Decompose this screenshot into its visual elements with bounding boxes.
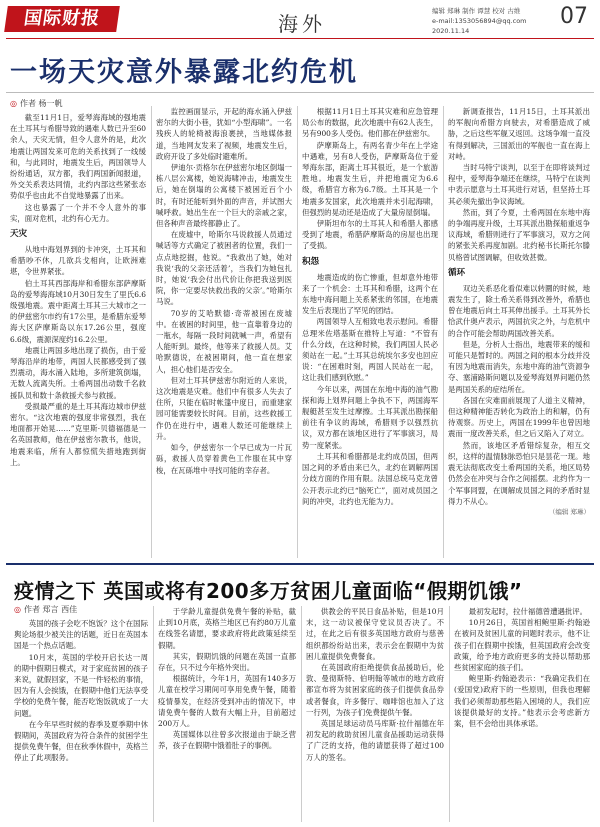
- story-separator: [6, 563, 594, 565]
- paragraph: 双边关系恶化看似难以转圜的时候，地震发生了，除土希关系得到改善外，希腊也曾在地震后向土耳其伸出援手。土耳其外长恰武什奥卢表示，两国抗灾之外，与危机中的合作可能会帮助两国改善关系。: [448, 283, 590, 338]
- paragraph: 于学龄儿童提供免费午餐的补贴，截止到10月底，英格兰地区已有约80万儿童在线签名请愿，要求政府将此政策延续至假期。: [158, 607, 296, 650]
- story1-column-2: [156, 106, 292, 558]
- editors-line: 编辑 郑琳 制作 谭慧 校对 古维: [432, 7, 521, 15]
- column-divider: [151, 106, 152, 558]
- masthead: [0, 0, 600, 40]
- story2-column-4: [454, 606, 590, 822]
- paragraph: 英国媒体以往曾多次报道由于缺乏营养，孩子在假期中饿着肚子的事例。: [158, 730, 296, 751]
- editor-credit: （编辑 郑琳）: [548, 507, 590, 516]
- column-divider: [153, 606, 154, 822]
- paragraph: 萨摩斯岛上，有两名青少年在上学途中遇难，另有8人受伤，萨摩斯岛位于爱琴海东部，距离土耳其很近，是一个旅游胜地。地震发生后，并把地震定为6.6级，希腊官方称为6.7级。土耳其是一个地震多发国家，此次地震并未引起海啸，但强烈的晃动还是造成了大量房屋倒塌。: [302, 140, 438, 217]
- byline-2: [14, 604, 77, 615]
- headline-2: 疫情之下 英国或将有200多万贫困儿童面临“假期饥饿”: [14, 579, 523, 603]
- paragraph: 10月26日，英国首相鲍里斯·约翰逊在被问及贫困儿童的问题时表示，他不让孩子们在假期中挨饿，但英国政府会改变政策，给予地方政府更多的支持以帮助那些贫困家庭的孩子们。: [454, 618, 590, 673]
- paragraph: 新调查报告，11月15日，土耳其派出的军舰向希腊方向驶去，对希腊造成了威胁，之后这些军舰又返回。这场争端一直没有得到解决，三国派出的军舰也一直在海上对峙。: [448, 107, 590, 161]
- paragraph: 伊斯坦布尔的土耳其人和希腊人都感受到了地震，希腊萨摩斯岛的房屋也出现了受损。: [302, 219, 438, 251]
- story1-column-4: [448, 106, 590, 558]
- paragraph: 今年以来，两国在东地中海的油气勘探和海上划界问题上争执不下，两国海军舰艇甚至发生过摩擦。土耳其派出勘探船前往有争议的海域，希腊则予以强烈抗议，双方都在该地区进行了军事演习，局势一度紧张。: [302, 384, 438, 450]
- contact-date-line: e-mail:1353056894@qq.com 2020.11.14: [432, 17, 527, 35]
- subheading-1: 天灾: [10, 229, 28, 240]
- paragraph: 英国的孩子会吃不饱饭？这个在国际舆论场很少被关注的话题，近日在英国本国是一个热点话题。: [14, 619, 148, 651]
- story2-column-3: [306, 606, 444, 822]
- paragraph: 伊迪尔·贡格尔在伊兹密尔地区倒塌一栋八层公寓楼，她说海啸冲击，地震发生后，她在倒塌的公寓楼下被困近百个小时，有时还能听到外面的声音，并试图大喊呼救。她出生在一个巨大的亲戚之家，但各种声音最终都静止了。: [156, 163, 292, 229]
- paragraph: 其实，假期饥饿的问题在英国一直都存在，只不过今年格外突出。: [158, 651, 296, 673]
- byline-mark: ◎: [14, 605, 21, 614]
- paragraph: 然而，到了今夏，土希两国在东地中海的争端再度升级，土耳其派出勘探船重返争议海域，希腊则进行了军事演习，双方之间的紧张关系再度加剧。北约秘书长斯托尔滕贝格曾试图调解，但收效甚微。: [448, 207, 590, 262]
- paragraph: 监控画面显示，开起的海水涌入伊兹密尔的大街小巷，犹如“小型海啸”。一名残疾人的轮椅被海浪裹挟，当地媒体报道，当地网友发来了视频，地震发生后，政府开设了多处临时避难所。: [156, 107, 292, 161]
- paragraph: 当时马特宁谈判，以至于在即将谈判过程中，爱琴海争端还在继续，马特宁在谈判中表示愿意与土耳其进行对话，但坚持土耳其必须先撤出争议海域。: [448, 163, 590, 206]
- paragraph: 这也暴露了一个并不令人意外的事实，面对危机，北约有心无力。: [10, 202, 146, 223]
- section-title: 海外: [278, 12, 326, 36]
- story1-column-1: [10, 112, 146, 558]
- paragraph: 根据统计，今年1月，英国有140多万儿童在校学习期间可享用免费午餐，随着疫情暴发，在经济受到冲击的情况下，申请免费午餐的人数有大幅上升，目前超过200万人。: [158, 674, 296, 729]
- column-divider: [443, 106, 444, 558]
- paragraph: 受损最严重的是土耳其海边城市伊兹密尔。“这次地震的强度非常强烈，我在地面都开始晃……”克里斯·贝德福德是一名英国教师，他在伊兹密尔教书，他说，地震来临，所有人都惊慌失措地跑到街上。: [10, 401, 146, 467]
- column-divider: [297, 106, 298, 558]
- masthead-rule: [6, 38, 594, 39]
- byline-mark: ◎: [10, 99, 17, 108]
- paragraph: 10月末，英国的学校开启长达一周的期中假期日模式，对于家庭贫困的孩子来说，就假回家，不是一件轻松的事情，因为有人会挨饿，在假期中他们无法享受学校的免费午餐，能否吃饱饭就成了一大问题。: [14, 652, 148, 718]
- paragraph: 但是，分析人士指出，地震带来的缓和可能只是暂时的。两国之间的根本分歧并没有因为地震而消失，东地中海的油气资源争夺、塞浦路斯问题以及爱琴海划界问题仍然是两国关系的症结所在。: [448, 339, 590, 394]
- paragraph: 在今年早些时候的春季及夏季期中休假期间，英国政府为符合条件的贫困学生提供免费午餐，但在秋季休假中，英格兰停止了此项服务。: [14, 719, 148, 763]
- column-divider: [301, 606, 302, 822]
- paragraph: 从地中海划界到的卡冲突，土耳其和希腊吵不休，几欲兵戈相向，让欧洲难堪，令世界紧张。: [10, 245, 146, 277]
- paragraph: 供教会的平民日食品补贴，但是10月末，这一动议被保守党议员否决了。不过，在此之后有很多英国地方政府与慈善组织都纷纷站出来，表示会在假期中为贫困儿童提供免费餐食。: [306, 607, 444, 661]
- byline-2-text: 作者 郑言 西佳: [23, 605, 78, 614]
- paragraph: 在英国政府拒绝提供食品援助后，伦敦、曼彻斯特、伯明翰等城市的地方政府都宣布将为贫困家庭的孩子们提供食品券或者餐食，许多餐厅、咖啡馆也加入了这一行列，为孩子们免费提供午餐。: [306, 663, 444, 717]
- paragraph: 70岁的艾哈默德·奇蒂被困在废墟中。在被困的时间里，他一直靠着身边的一瓶水，每隔一段时间就喊一声，希望有人能听到。最终，他等来了救援人员。艾哈默德说，在被困期间，他一直在想家人，担心他们是否安全。: [156, 308, 292, 374]
- paragraph: 伯土耳其西部海岸和希腊东部萨摩斯岛的爱琴海海域10月30日发生了里氏6.6级强地震。震中距离土耳其三大城市之一的伊兹密尔市约有17公里，是希腊东爱琴海大区萨摩斯岛以东17.26公里，强度6.6级，震源深度约16.2公里。: [10, 278, 146, 344]
- newspaper-logo: 国际财报: [4, 6, 120, 32]
- headline-1-rule: [6, 92, 594, 93]
- paragraph: 地震让两国多地出现了损伤，由于爱琴海沿岸的地带，两国人民都感受到了强烈震动，海水涌入陆地，多所建筑倒塌，无数人流离失所。土希两国出动数千名救援队员和数十条救援犬参与救援。: [10, 345, 146, 400]
- byline-1: [10, 98, 63, 109]
- paragraph: 最初发起时，拉什福德曾遭遇批评。: [468, 607, 588, 616]
- editorial-meta: [432, 6, 552, 36]
- paragraph: 两国领导人互相致电表示慰问。希腊总理米佐塔基斯在推特上写道：“不管有什么分歧，在这种时候，我们两国人民必须站在一起。”土耳其总统埃尔多安也回应说：“在困难时刻，两国人民站在一起，这让我们感到欣慰。”: [302, 317, 438, 383]
- paragraph: 如今，伊兹密尔一个早已成为一片瓦砾，救援人员穿着黄色工作服在其中穿梭，在瓦砾堆中寻找可能的幸存者。: [156, 443, 292, 475]
- byline-1-text: 作者 杨一帆: [19, 99, 63, 108]
- paragraph: 然而，该地区矛盾错综复杂，相互交织，这样的温情脉脉恐怕只是昙花一现。地震无法彻底改变土希两国的关系，地区局势仍然会在冲突与合作之间摇摆。北约作为一个军事同盟，在调解成员国之间的矛盾时显得力不从心。: [448, 440, 590, 506]
- paragraph: 英国足球运动员马库斯·拉什福德在年初发起的救助贫困儿童食品援助运动获得了广泛的支持，他的请愿获得了超过100万人的签名。: [306, 719, 444, 762]
- story2-column-1: [14, 618, 148, 822]
- headline-1: 一场天灾意外暴露北约危机: [10, 57, 358, 88]
- paragraph: 在废墟中，哈斯尔马说救援人员通过喊话等方式确定了被困者的位置，我们一点点地挖掘，他说。“我救出了她，她对我说‘我的父亲还活着’，当我们为她包扎时，她说‘我会付出代价让你把我送到医院，你一定要尽快救出我的父亲’。”哈斯尔马说。: [156, 230, 292, 307]
- paragraph: 但对土耳其伊兹密尔附近的人来说，这次地震是灾难。他们中有很多人失去了住所，只能在临时帐篷中度日，而重建家园可能需要较长时间。目前，这些救援工作仍在进行中，遇难人数还可能继续上升。: [156, 375, 292, 441]
- paragraph: 各国在灾难面前展现了人道主义精神，但这种精神能否转化为政治上的和解，仍有待观察。历史上，两国在1999年也曾因地震而一度改善关系，但之后又陷入了对立。: [448, 395, 590, 439]
- paragraph: 截至11月1日，爱琴海海域的强地震在土耳其与希腊导致的遇难人数已升至60余人，天灾无情，但令人意外的是，此次地震让两国发来可危的关系找到了一线缓和，与此同时，地震发生后，两国领导人纷纷通话，双方都，我们两国新闻报道，外交关系表达同情，北约内部这些紧张态势似乎也由此不自觉地暴露了出来。: [10, 113, 146, 201]
- paragraph: 地震造成的伤亡惨重，但却意外地带来了一个机会：土耳其和希腊，这两个在东地中海问题上关系紧张的邻国，在地震发生后表现出了罕见的团结。: [302, 272, 438, 316]
- story1-column-3: [302, 106, 438, 558]
- story2-column-2: [158, 606, 296, 822]
- paragraph: 土耳其和希腊都是北约成员国，但两国之间的矛盾由来已久，北约在调解两国分歧方面的作用有限。法国总统马克龙曾公开表示北约已“脑死亡”，面对成员国之间的冲突，北约也无能为力。: [302, 451, 438, 506]
- page-number: 07: [560, 4, 588, 29]
- paragraph: 鲍里斯·约翰逊表示：“我确定我们在(爱国党)政府下的一些原则，但我也理解我们必须帮助那些陷入困境的人，我们应该提供最好的支持。”他表示会考虑新方案，但不会给出具体承诺。: [454, 674, 590, 729]
- subheading-2: 积怨: [302, 256, 320, 267]
- paragraph: 根据11月1日土耳其灾难和应急管理局公布的数据，此次地震中有62人丧生，另有900多人受伤。他们都在伊兹密尔。: [302, 107, 438, 139]
- column-divider: [449, 606, 450, 822]
- subheading-3: 循环: [448, 267, 466, 278]
